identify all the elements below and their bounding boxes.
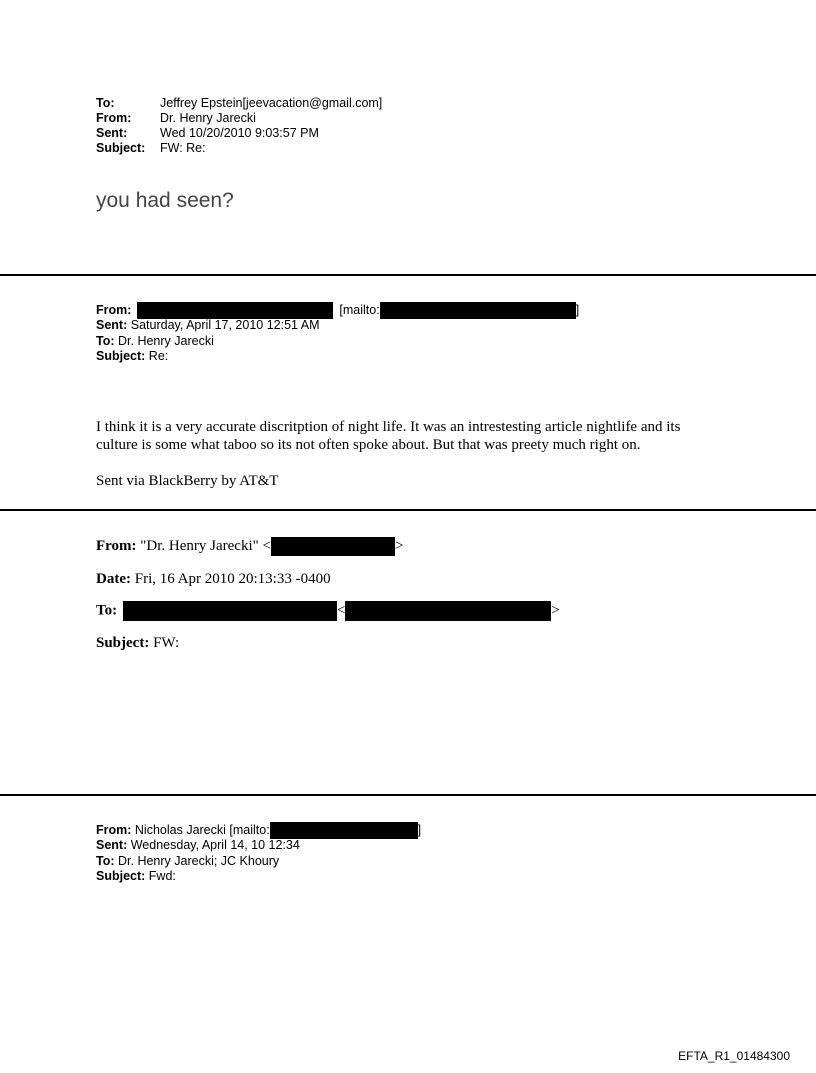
email1-subject-row	[96, 141, 516, 156]
mailto-open: [mailto:	[339, 302, 380, 317]
redaction-box	[345, 601, 551, 621]
email1-header	[96, 96, 516, 156]
email2-header	[96, 302, 696, 365]
from-value: "Dr. Henry Jarecki" <	[140, 537, 271, 554]
email3-to-row	[96, 601, 796, 621]
email2-subject-row	[96, 349, 696, 365]
from-close: >	[394, 537, 404, 554]
body-line: culture is some what taboo so its not often spoke about. But that was preety much right on.	[96, 437, 641, 453]
redaction-box	[137, 302, 333, 319]
divider-2	[0, 509, 816, 511]
subject-value: Re:	[148, 349, 169, 363]
subject-label: Subject:	[96, 349, 146, 363]
to-gt: >	[551, 602, 560, 619]
sent-label: Sent:	[96, 838, 128, 852]
sent-value: Wed 10/20/2010 9:03:57 PM	[160, 126, 319, 140]
from-label: From:	[96, 822, 132, 837]
email3-subject-row	[96, 635, 796, 652]
email1-from-row	[96, 111, 516, 126]
email2-to-row	[96, 334, 696, 350]
subject-value: Fwd:	[148, 869, 176, 883]
email4-header	[96, 822, 696, 885]
document-id: EFTA_R1_01484300	[678, 1049, 790, 1063]
from-label: From:	[96, 302, 132, 317]
body-line: I think it is a very accurate discritption of night life. It was an intrestesting article nightlife and its	[96, 419, 681, 435]
email4-from-row	[96, 822, 696, 838]
from-label: From:	[96, 537, 137, 554]
sent-label: Sent:	[96, 126, 128, 140]
redaction-box	[271, 537, 395, 556]
subject-label: Subject:	[96, 869, 146, 883]
email1-body: you had seen?	[96, 189, 234, 212]
email1-to-row	[96, 96, 516, 111]
to-label: To:	[96, 333, 115, 348]
date-value: Fri, 16 Apr 2010 20:13:33 -0400	[134, 571, 331, 587]
email3-date-row	[96, 571, 796, 588]
from-value: Dr. Henry Jarecki	[160, 111, 256, 125]
to-label: To:	[96, 853, 115, 868]
email2-body	[96, 418, 796, 454]
email1-sent-row	[96, 126, 516, 141]
email4-subject-row	[96, 869, 696, 885]
email2-sent-row	[96, 318, 696, 334]
email3-from-row	[96, 537, 796, 557]
email3-header	[96, 537, 796, 652]
to-value: Dr. Henry Jarecki	[118, 333, 214, 348]
subject-label: Subject:	[96, 635, 150, 651]
from-label: From:	[96, 111, 132, 125]
to-label: To:	[96, 602, 118, 619]
to-label: To:	[96, 96, 115, 110]
email2-from-row	[96, 302, 696, 318]
subject-value: FW:	[153, 635, 180, 651]
to-value: Jeffrey Epstein[jeevacation@gmail.com]	[160, 96, 383, 110]
to-lt: <	[336, 602, 346, 619]
sent-label: Sent:	[96, 318, 128, 332]
redaction-box	[270, 822, 418, 839]
mailto-close: ]	[575, 302, 580, 317]
subject-label: Subject:	[96, 141, 146, 155]
from-close: ]	[417, 822, 422, 837]
redaction-box	[380, 302, 576, 319]
email2-signature: Sent via BlackBerry by AT&T	[96, 473, 279, 489]
email4-sent-row	[96, 838, 696, 854]
redaction-box	[123, 601, 337, 621]
subject-value: FW: Re:	[160, 141, 206, 155]
to-value: Dr. Henry Jarecki; JC Khoury	[118, 853, 280, 868]
sent-value: Saturday, April 17, 2010 12:51 AM	[130, 318, 320, 332]
email4-to-row	[96, 854, 696, 870]
date-label: Date:	[96, 571, 131, 587]
sent-value: Wednesday, April 14, 10 12:34	[130, 838, 300, 852]
divider-1	[0, 274, 816, 276]
from-value: Nicholas Jarecki [mailto:	[134, 822, 270, 837]
divider-3	[0, 794, 816, 796]
